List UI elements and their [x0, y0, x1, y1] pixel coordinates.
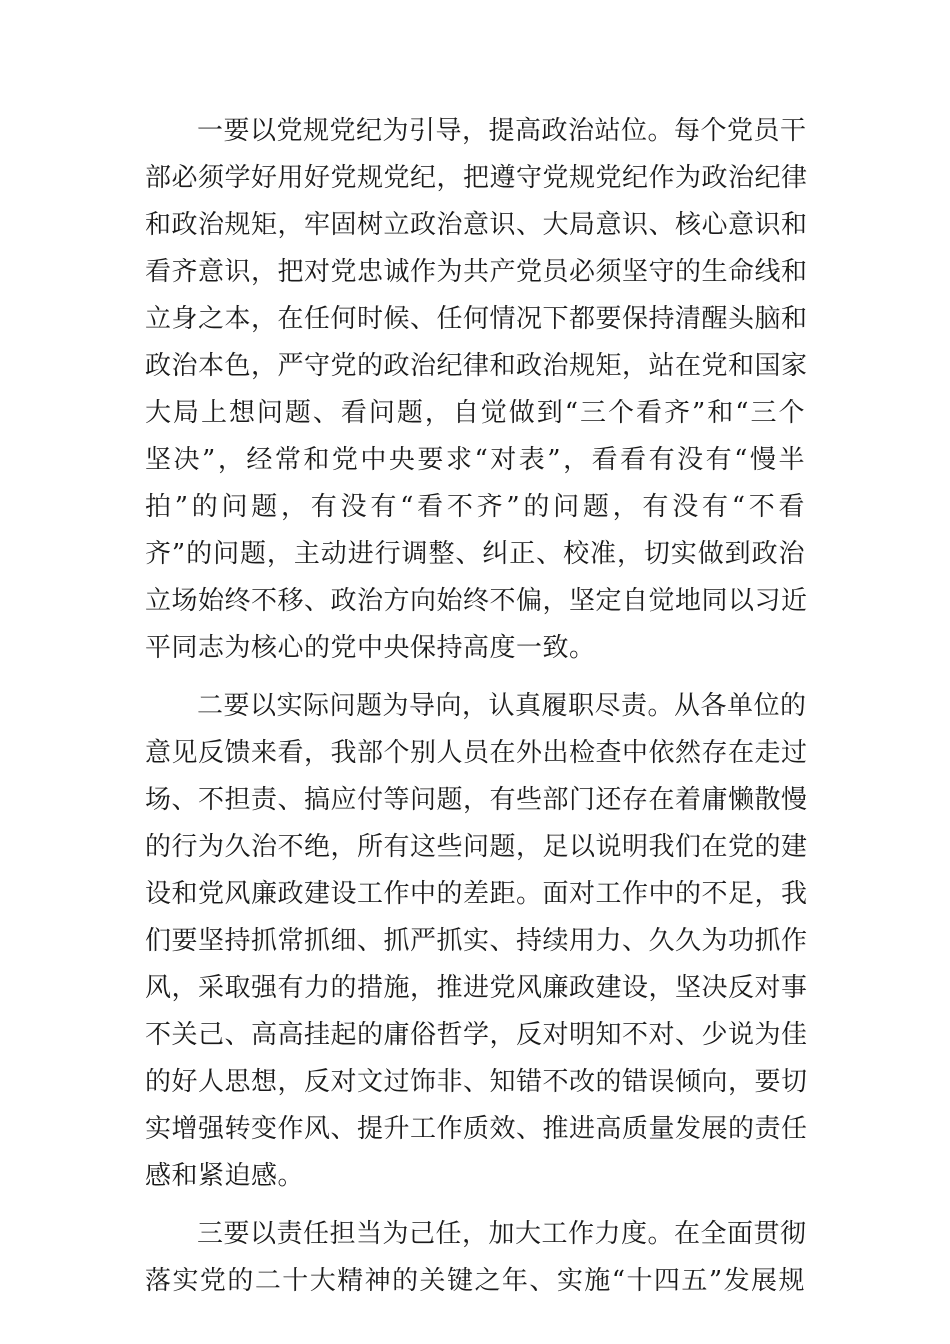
text-line: 立身之本，在任何时候、任何情况下都要保持清醒头脑和: [145, 304, 808, 334]
paragraph-1: [145, 108, 808, 672]
text-line: 齐”的问题，主动进行调整、纠正、校准，切实做到政治: [145, 539, 805, 569]
text-line: 风，采取强有力的措施，推进党风廉政建设，坚决反对事: [145, 973, 808, 1003]
text-line: 不关己、高高挂起的庸俗哲学，反对明知不对、少说为佳: [145, 1020, 808, 1050]
text-line: 和政治规矩，牢固树立政治意识、大局意识、核心意识和: [145, 210, 808, 240]
paragraph-3: [145, 1211, 805, 1305]
text-line: 三要以责任担当为己任，加大工作力度。在全面贯彻: [197, 1219, 807, 1249]
text-line: 实增强转变作风、提升工作质效、推进高质量发展的责任: [145, 1114, 808, 1144]
text-line: 政治本色，严守党的政治纪律和政治规矩，站在党和国家: [145, 351, 808, 381]
text-line: 看齐意识，把对党忠诚作为共产党员必须坚守的生命线和: [145, 257, 808, 287]
text-line: 拍”的问题，有没有“看不齐”的问题，有没有“不看: [145, 492, 805, 522]
text-line: 设和党风廉政建设工作中的差距。面对工作中的不足，我: [145, 879, 808, 909]
document-body: [145, 108, 808, 1316]
text-line: 平同志为核心的党中央保持高度一致。: [145, 633, 596, 663]
text-line: 的好人思想，反对文过饰非、知错不改的错误倾向，要切: [145, 1067, 808, 1097]
text-line: 场、不担责、搞应付等问题，有些部门还存在着庸懒散慢: [145, 785, 808, 815]
text-line: 坚决”，经常和党中央要求“对表”，看看有没有“慢半: [145, 445, 805, 475]
text-line: 们要坚持抓常抓细、抓严抓实、持续用力、久久为功抓作: [145, 926, 808, 956]
text-line: 部必须学好用好党规党纪，把遵守党规党纪作为政治纪律: [145, 163, 808, 193]
text-line: 一要以党规党纪为引导，提高政治站位。每个党员干: [197, 116, 807, 146]
paragraph-2: [145, 683, 808, 1200]
text-line: 感和紧迫感。: [145, 1161, 305, 1191]
text-line: 立场始终不移、政治方向始终不偏，坚定自觉地同以习近: [145, 586, 808, 616]
text-line: 意见反馈来看，我部个别人员在外出检查中依然存在走过: [145, 738, 808, 768]
text-line: 二要以实际问题为导向，认真履职尽责。从各单位的: [197, 691, 807, 721]
text-line: 的行为久治不绝，所有这些问题，足以说明我们在党的建: [145, 832, 808, 862]
text-line: 落实党的二十大精神的关键之年、实施“十四五”发展规: [145, 1266, 805, 1296]
text-line: 大局上想问题、看问题，自觉做到“三个看齐”和“三个: [145, 398, 805, 428]
